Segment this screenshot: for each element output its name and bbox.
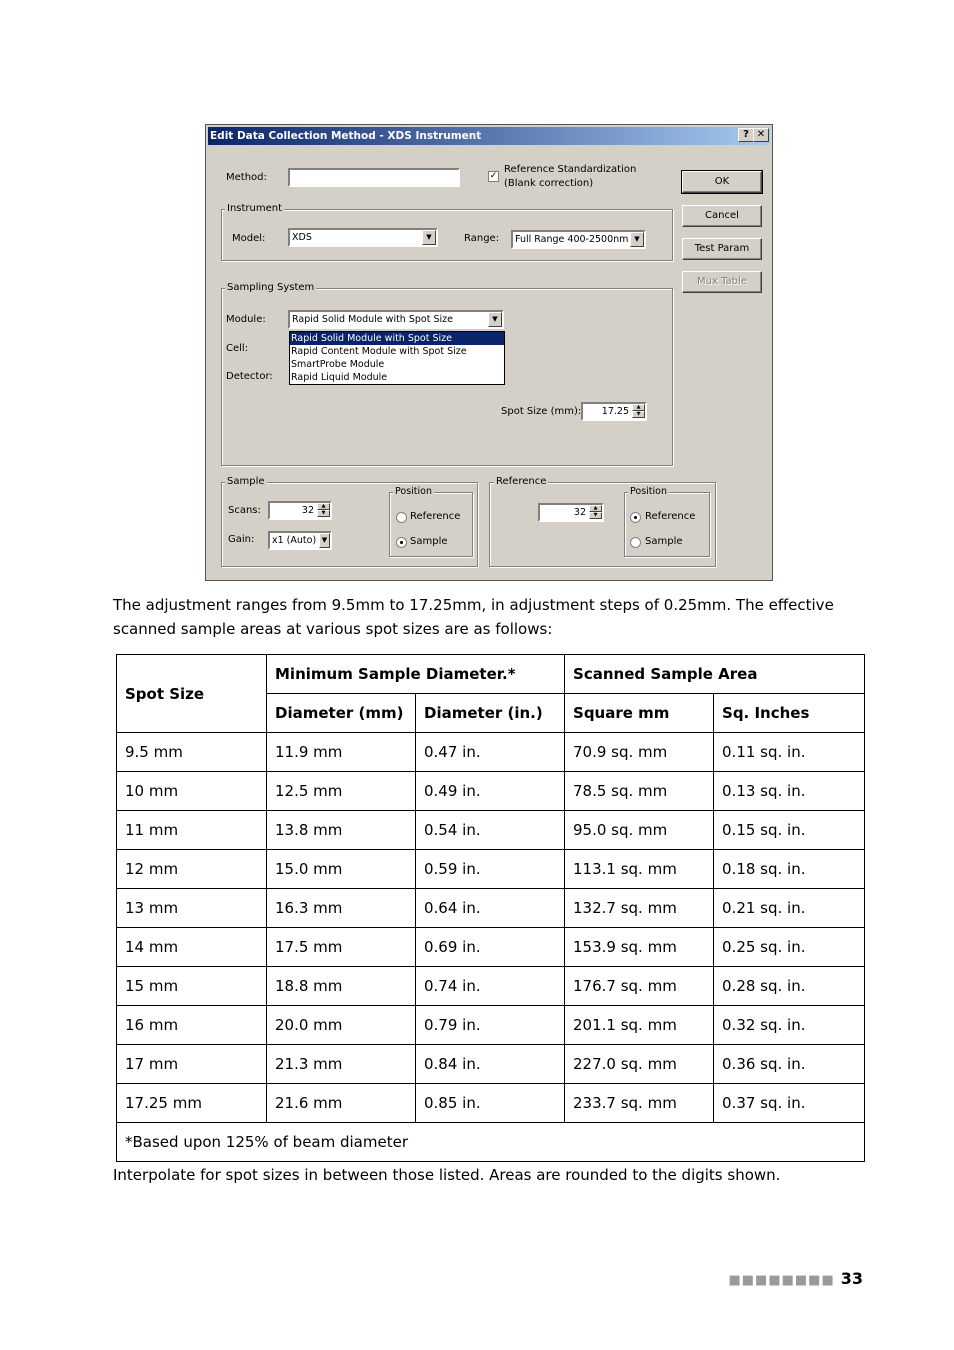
table-cell: 9.5 mm xyxy=(117,733,267,772)
range-select[interactable] xyxy=(511,230,646,249)
spot-size-label: Spot Size (mm): xyxy=(501,406,582,417)
table-cell: 0.84 in. xyxy=(416,1045,565,1084)
table-row xyxy=(117,811,865,850)
reference-scans-value: 32 xyxy=(573,507,586,518)
table-cell: 0.59 in. xyxy=(416,850,565,889)
table-cell: 233.7 sq. mm xyxy=(565,1084,714,1123)
spin-buttons[interactable] xyxy=(317,503,330,518)
table-cell: 0.25 sq. in. xyxy=(714,928,865,967)
reference-radio-reference-label: Reference xyxy=(645,511,696,522)
reference-standardization-checkbox[interactable]: ✓ xyxy=(489,171,498,181)
sample-radio-reference[interactable] xyxy=(396,512,407,523)
spin-down-icon[interactable]: ▼ xyxy=(589,512,602,519)
table-cell: 176.7 sq. mm xyxy=(565,967,714,1006)
reference-radio-reference[interactable] xyxy=(630,512,641,523)
table-cell: 113.1 sq. mm xyxy=(565,850,714,889)
spot-size-value: 17.25 xyxy=(601,406,629,417)
table-cell: 0.49 in. xyxy=(416,772,565,811)
detector-label: Detector: xyxy=(226,371,273,382)
spin-buttons[interactable] xyxy=(632,404,645,419)
chevron-down-icon[interactable]: ▼ xyxy=(422,230,436,245)
table-cell: 15.0 mm xyxy=(267,850,416,889)
page-footer xyxy=(728,1268,863,1292)
spin-down-icon[interactable]: ▼ xyxy=(317,510,330,517)
module-select[interactable] xyxy=(288,310,504,329)
table-cell: 0.47 in. xyxy=(416,733,565,772)
table-cell: 0.21 sq. in. xyxy=(714,889,865,928)
table-cell: 11.9 mm xyxy=(267,733,416,772)
reference-scans-stepper[interactable] xyxy=(538,503,604,522)
table-cell: 15 mm xyxy=(117,967,267,1006)
gain-label: Gain: xyxy=(228,534,255,545)
table-cell: 0.11 sq. in. xyxy=(714,733,865,772)
table-cell: 0.85 in. xyxy=(416,1084,565,1123)
table-cell: 132.7 sq. mm xyxy=(565,889,714,928)
table-cell: 0.15 sq. in. xyxy=(714,811,865,850)
table-cell: 20.0 mm xyxy=(267,1006,416,1045)
sample-radio-reference-label: Reference xyxy=(410,511,461,522)
sample-position-label: Position xyxy=(395,486,432,497)
model-value: XDS xyxy=(292,232,312,243)
table-cell: 0.54 in. xyxy=(416,811,565,850)
table-cell: 13.8 mm xyxy=(267,811,416,850)
spin-up-icon[interactable]: ▲ xyxy=(589,505,602,512)
help-button[interactable]: ? xyxy=(738,128,754,142)
table-row xyxy=(117,733,865,772)
cancel-button[interactable]: Cancel xyxy=(682,205,762,227)
table-cell: 227.0 sq. mm xyxy=(565,1045,714,1084)
method-label: Method: xyxy=(226,172,267,183)
range-label: Range: xyxy=(464,233,500,244)
table-cell: 0.37 sq. in. xyxy=(714,1084,865,1123)
table-row xyxy=(117,1006,865,1045)
table-cell: 18.8 mm xyxy=(267,967,416,1006)
table-cell: 17.5 mm xyxy=(267,928,416,967)
footer-dots: ■■■■■■■■ xyxy=(728,1273,835,1288)
module-label: Module: xyxy=(226,314,266,325)
chevron-down-icon[interactable]: ▼ xyxy=(488,312,502,327)
table-cell: 13 mm xyxy=(117,889,267,928)
reference-position-label: Position xyxy=(630,486,667,497)
method-input[interactable] xyxy=(288,168,460,187)
outro-paragraph: Interpolate for spot sizes in between those listed. Areas are rounded to the digits shown. xyxy=(113,1166,781,1184)
dialog-screenshot xyxy=(205,124,773,581)
table-row xyxy=(117,850,865,889)
table-row xyxy=(117,1084,865,1123)
table-cell: 11 mm xyxy=(117,811,267,850)
table-cell: 0.79 in. xyxy=(416,1006,565,1045)
sample-scans-value: 32 xyxy=(301,505,314,516)
spot-size-table xyxy=(116,654,865,1162)
module-option[interactable]: SmartProbe Module xyxy=(291,359,385,370)
table-cell: 14 mm xyxy=(117,928,267,967)
table-cell: 12 mm xyxy=(117,850,267,889)
scans-label: Scans: xyxy=(228,505,261,516)
chevron-down-icon[interactable]: ▼ xyxy=(319,533,330,548)
header-diameter-in: Diameter (in.) xyxy=(416,694,565,733)
sample-radio-sample[interactable] xyxy=(396,537,407,548)
header-min-diameter: Minimum Sample Diameter.* xyxy=(267,655,565,694)
sample-radio-sample-label: Sample xyxy=(410,536,448,547)
table-cell: 0.13 sq. in. xyxy=(714,772,865,811)
ref-std-label-line2: (Blank correction) xyxy=(504,178,594,189)
table-cell: 0.28 sq. in. xyxy=(714,967,865,1006)
close-button[interactable]: ✕ xyxy=(753,128,769,142)
table-cell: 12.5 mm xyxy=(267,772,416,811)
table-footnote: *Based upon 125% of beam diameter xyxy=(117,1123,865,1162)
ok-button[interactable]: OK xyxy=(682,171,762,193)
table-cell: 21.3 mm xyxy=(267,1045,416,1084)
table-row xyxy=(117,1045,865,1084)
cell-label: Cell: xyxy=(226,343,249,354)
table-cell: 0.32 sq. in. xyxy=(714,1006,865,1045)
table-cell: 0.18 sq. in. xyxy=(714,850,865,889)
module-dropdown-list xyxy=(289,331,505,385)
table-body xyxy=(117,733,865,1123)
table-cell: 95.0 sq. mm xyxy=(565,811,714,850)
module-option[interactable]: Rapid Liquid Module xyxy=(291,372,388,383)
spin-down-icon[interactable]: ▼ xyxy=(632,411,645,418)
table-cell: 21.6 mm xyxy=(267,1084,416,1123)
header-square-mm: Square mm xyxy=(565,694,714,733)
table-cell: 0.69 in. xyxy=(416,928,565,967)
header-sq-inches: Sq. Inches xyxy=(714,694,865,733)
table-cell: 17 mm xyxy=(117,1045,267,1084)
table-row xyxy=(117,967,865,1006)
module-option[interactable]: Rapid Content Module with Spot Size xyxy=(291,346,467,357)
gain-value: x1 (Auto) xyxy=(272,535,317,546)
range-value: Full Range 400-2500nm xyxy=(515,234,629,245)
sample-group-label: Sample xyxy=(227,476,265,487)
table-cell: 0.36 sq. in. xyxy=(714,1045,865,1084)
spin-up-icon[interactable]: ▲ xyxy=(317,503,330,510)
module-option[interactable]: Rapid Solid Module with Spot Size xyxy=(290,332,504,345)
table-cell: 16 mm xyxy=(117,1006,267,1045)
table-cell: 16.3 mm xyxy=(267,889,416,928)
module-value: Rapid Solid Module with Spot Size xyxy=(292,314,453,325)
sample-scans-stepper[interactable] xyxy=(268,501,332,520)
table-cell: 78.5 sq. mm xyxy=(565,772,714,811)
table-cell: 10 mm xyxy=(117,772,267,811)
spin-up-icon[interactable]: ▲ xyxy=(632,404,645,411)
intro-paragraph: The adjustment ranges from 9.5mm to 17.25mm, in adjustment steps of 0.25mm. The effective scanned sample areas at various spot sizes are as follows: xyxy=(113,596,834,638)
header-spot-size: Spot Size xyxy=(117,655,267,733)
header-scanned-area: Scanned Sample Area xyxy=(565,655,865,694)
table-row xyxy=(117,772,865,811)
instrument-group-label: Instrument xyxy=(227,203,283,214)
sampling-system-group-label: Sampling System xyxy=(227,282,315,293)
spot-size-stepper[interactable] xyxy=(581,402,647,421)
table-row xyxy=(117,928,865,967)
reference-radio-sample-label: Sample xyxy=(645,536,683,547)
model-select[interactable] xyxy=(288,228,438,247)
dialog-title: Edit Data Collection Method - XDS Instrument xyxy=(210,130,482,142)
model-label: Model: xyxy=(232,233,266,244)
header-diameter-mm: Diameter (mm) xyxy=(267,694,416,733)
mux-table-button[interactable]: Mux Table xyxy=(682,271,762,293)
chevron-down-icon[interactable]: ▼ xyxy=(630,232,644,247)
page-number: 33 xyxy=(840,1269,863,1288)
reference-radio-sample[interactable] xyxy=(630,537,641,548)
table-cell: 0.64 in. xyxy=(416,889,565,928)
ref-std-label-line1: Reference Standardization xyxy=(504,164,637,175)
reference-group-label: Reference xyxy=(496,476,547,487)
table-row xyxy=(117,889,865,928)
gain-select[interactable] xyxy=(268,531,332,550)
test-param-button[interactable]: Test Param xyxy=(682,238,762,260)
dialog-title-bar xyxy=(208,127,770,145)
table-cell: 70.9 sq. mm xyxy=(565,733,714,772)
table-cell: 17.25 mm xyxy=(117,1084,267,1123)
table-cell: 153.9 sq. mm xyxy=(565,928,714,967)
table-cell: 201.1 sq. mm xyxy=(565,1006,714,1045)
table-cell: 0.74 in. xyxy=(416,967,565,1006)
spin-buttons[interactable] xyxy=(589,505,602,520)
